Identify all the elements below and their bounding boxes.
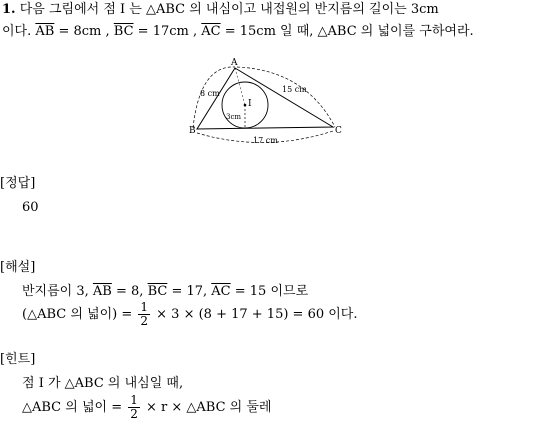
hint-fraction-denominator: 2 [130, 407, 138, 421]
value-bc: = 17cm , [133, 24, 202, 39]
exp-value-ac: = 15 이므로 [230, 284, 309, 299]
explanation-line-1 [22, 284, 308, 300]
arc-ac [237, 67, 335, 127]
label-bc-length: 17 cm [253, 136, 278, 145]
explanation-text-2: (△ABC 의 넓이) = [22, 307, 137, 322]
exp-value-bc: = 17, [167, 284, 212, 299]
problem-text-1: 다음 그림에서 점 I 는 △ABC 의 내심이고 내접원의 반지름의 길이는 3cm [19, 2, 439, 17]
exp-value-ab: = 8, [111, 284, 148, 299]
fraction-half [138, 301, 150, 328]
hint-fraction-numerator: 1 [130, 393, 138, 407]
exp-segment-ab: $\overline{AB}$ [92, 284, 112, 299]
hint-header: [힌트] [0, 352, 36, 367]
incenter-point [244, 104, 247, 107]
problem-number: 1. [2, 2, 16, 17]
segment-ab: $\overline{AB}$ [35, 24, 55, 39]
explanation-header: [해설] [0, 260, 36, 275]
segment-bc: $\overline{BC}$ [113, 24, 134, 39]
fraction-numerator: 1 [140, 300, 149, 314]
problem-line-2 [2, 24, 474, 40]
segment-ac: $\overline{AC}$ [201, 24, 221, 39]
exp-segment-ac: $\overline{AC}$ [211, 284, 231, 299]
fraction-denominator: 2 [140, 314, 149, 328]
hint-line-2 [22, 394, 271, 421]
exp-segment-bc: $\overline{BC}$ [147, 284, 168, 299]
answer-header: [정답] [0, 176, 36, 191]
explanation-line-2 [22, 301, 358, 328]
problem-line-1 [2, 2, 439, 18]
label-i: I [248, 99, 252, 109]
label-c: C [335, 126, 342, 136]
label-radius: 3cm [226, 113, 242, 121]
triangle-figure [185, 55, 355, 150]
label-ac-length: 15 cm [282, 85, 307, 94]
label-b: B [189, 126, 196, 136]
value-ac: = 15cm 일 때, △ABC 의 넓이를 구하여라. [220, 24, 474, 39]
hint-fraction-half [128, 394, 140, 421]
problem-text-2: 이다. [2, 24, 36, 39]
hint-text-3: × r × △ABC 의 둘레 [141, 400, 272, 415]
hint-line-1: 점 I 가 △ABC 의 내심일 때, [22, 376, 184, 391]
hint-text-2: △ABC 의 넓이 = [22, 400, 127, 415]
triangle-abc [197, 68, 333, 129]
label-a: A [231, 58, 238, 68]
explanation-text-3: × 3 × (8 + 17 + 15) = 60 이다. [152, 307, 358, 322]
answer-value: 60 [22, 200, 39, 215]
label-ab-length: 8 cm [200, 89, 220, 98]
value-ab: = 8cm , [54, 24, 114, 39]
explanation-text-1: 반지름이 3, [22, 284, 93, 299]
